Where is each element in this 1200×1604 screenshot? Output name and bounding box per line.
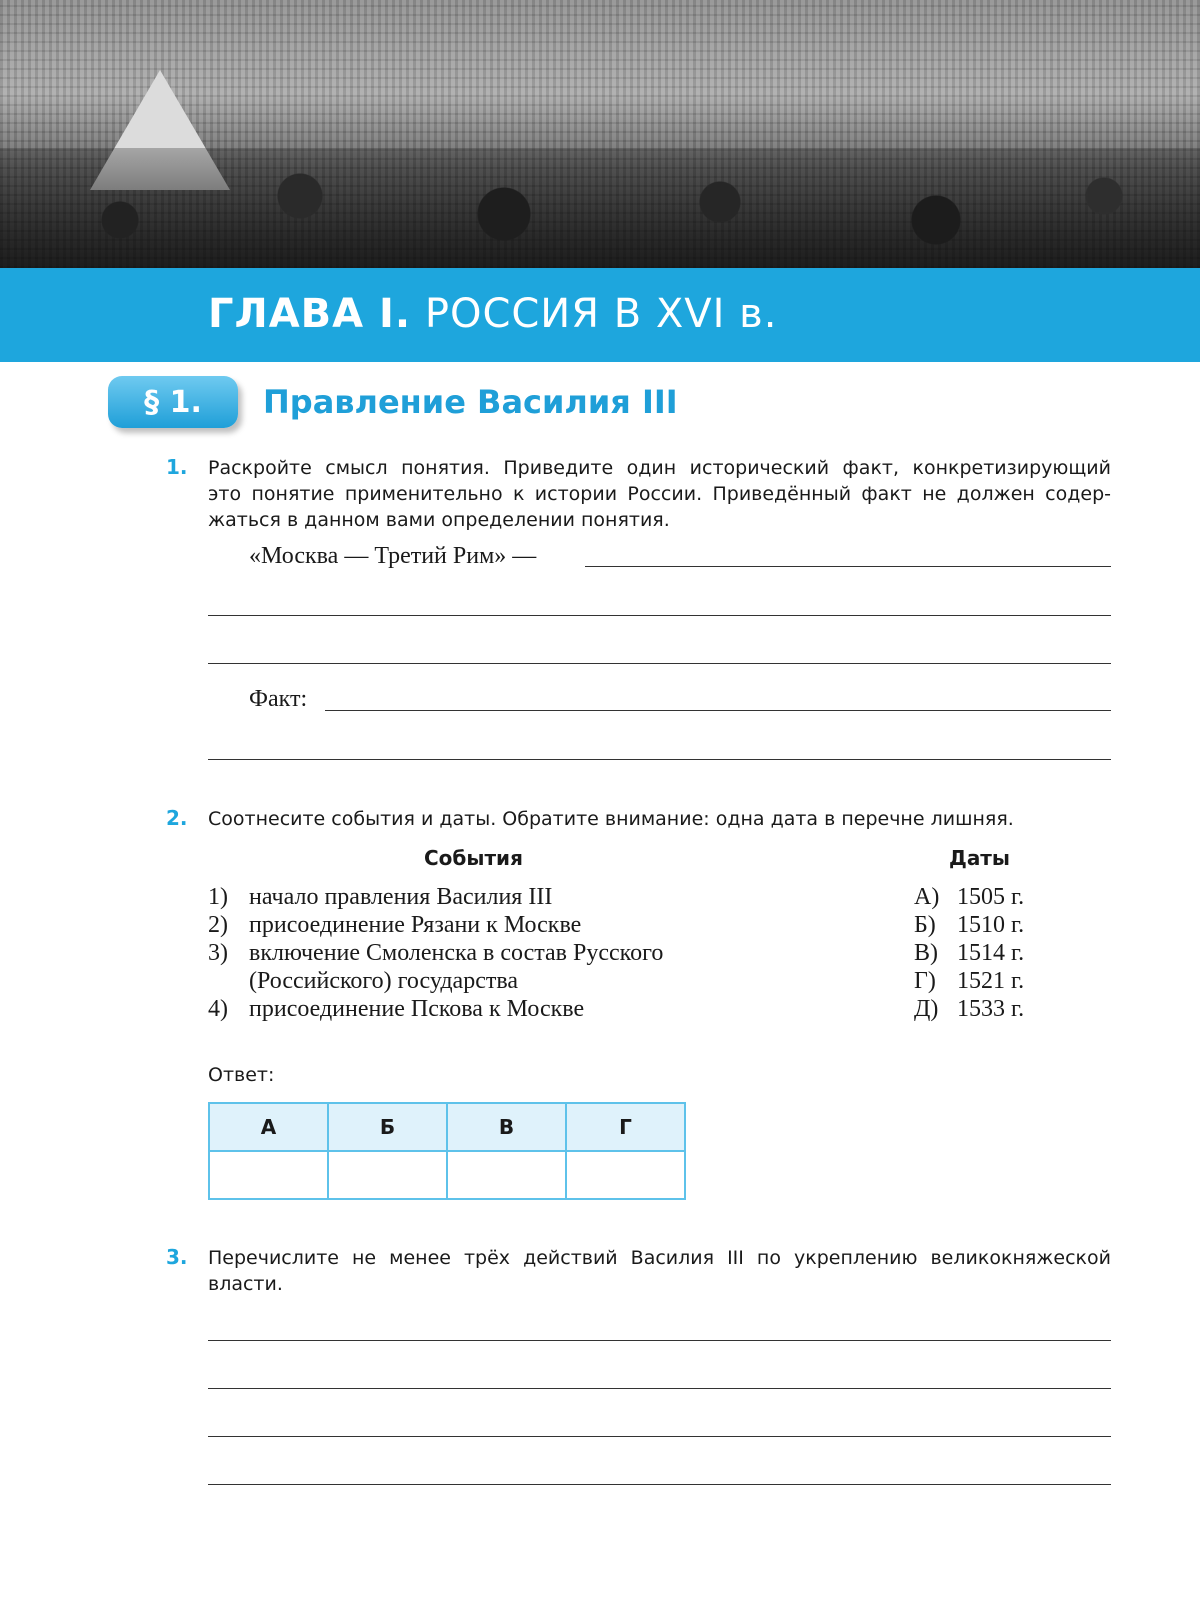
- date-letter: В): [914, 940, 938, 966]
- events-header: События: [424, 846, 523, 870]
- answer-cell[interactable]: [209, 1151, 328, 1199]
- task-3-number: 3.: [166, 1245, 188, 1269]
- answer-cell[interactable]: [328, 1151, 447, 1199]
- task-3-answer-line-2[interactable]: [208, 1388, 1111, 1389]
- task-1-line-3: жаться в данном вами определении понятия.: [208, 509, 670, 531]
- paragraph-badge: § 1.: [108, 376, 238, 428]
- answer-column-header: Г: [566, 1103, 685, 1151]
- task-3-answer-line-4[interactable]: [208, 1484, 1111, 1485]
- date-letter: Д): [914, 996, 939, 1022]
- fact-answer-line-1[interactable]: [325, 710, 1111, 711]
- date-value: 1514 г.: [957, 940, 1025, 966]
- answer-column-header: Б: [328, 1103, 447, 1151]
- answer-cell[interactable]: [447, 1151, 566, 1199]
- event-text: присоединение Рязани к Москве: [249, 912, 582, 938]
- event-text: присоединение Пскова к Москве: [249, 996, 585, 1022]
- term-label: «Москва — Третий Рим» —: [249, 543, 537, 569]
- fact-answer-line-2[interactable]: [208, 759, 1111, 760]
- event-number: 3): [208, 940, 228, 966]
- dates-header: Даты: [949, 846, 1010, 870]
- task-2-instructions: Соотнесите события и даты. Обратите внимание: одна дата в перечне лишняя.: [208, 808, 1014, 830]
- date-value: 1533 г.: [957, 996, 1025, 1022]
- task-3-answer-line-3[interactable]: [208, 1436, 1111, 1437]
- illustration-crowd: [0, 148, 1200, 268]
- event-text: начало правления Василия III: [249, 884, 553, 910]
- event-text: включение Смоленска в состав Русского: [249, 940, 664, 966]
- task-3-line-1: Перечислите не менее трёх действий Василия III по укреплению великокняжеской: [208, 1247, 1111, 1269]
- term-answer-line-3[interactable]: [208, 663, 1111, 664]
- answer-label: Ответ:: [208, 1064, 275, 1086]
- date-value: 1521 г.: [957, 968, 1025, 994]
- task-1-number: 1.: [166, 455, 188, 479]
- answer-table: [208, 1102, 686, 1200]
- chapter-name: РОССИЯ В XVI в.: [424, 291, 778, 337]
- term-answer-line-2[interactable]: [208, 615, 1111, 616]
- fact-label: Факт:: [249, 686, 308, 712]
- task-1-line-2: это понятие применительно к истории России. Приведённый факт не должен содер-: [208, 483, 1111, 505]
- date-letter: А): [914, 884, 940, 910]
- paragraph-title: Правление Василия III: [263, 383, 678, 421]
- task-1-instructions: [208, 455, 1111, 533]
- date-letter: Г): [914, 968, 936, 994]
- answer-column-header: В: [447, 1103, 566, 1151]
- task-1-line-1: Раскройте смысл понятия. Приведите один исторический факт, конкретизирующий: [208, 457, 1111, 479]
- event-number: 2): [208, 912, 228, 938]
- chapter-title: [208, 288, 777, 340]
- chapter-illustration: [0, 0, 1200, 268]
- date-value: 1510 г.: [957, 912, 1025, 938]
- term-answer-line-1[interactable]: [585, 566, 1111, 567]
- task-3-line-2: власти.: [208, 1273, 283, 1295]
- event-text: (Российского) государства: [249, 968, 519, 994]
- answer-column-header: А: [209, 1103, 328, 1151]
- date-letter: Б): [914, 912, 936, 938]
- date-value: 1505 г.: [957, 884, 1025, 910]
- task-3-instructions: [208, 1245, 1111, 1297]
- event-number: 1): [208, 884, 228, 910]
- answer-cell[interactable]: [566, 1151, 685, 1199]
- event-number: 4): [208, 996, 228, 1022]
- chapter-prefix: ГЛАВА I.: [208, 291, 412, 337]
- task-3-answer-line-1[interactable]: [208, 1340, 1111, 1341]
- task-2-number: 2.: [166, 806, 188, 830]
